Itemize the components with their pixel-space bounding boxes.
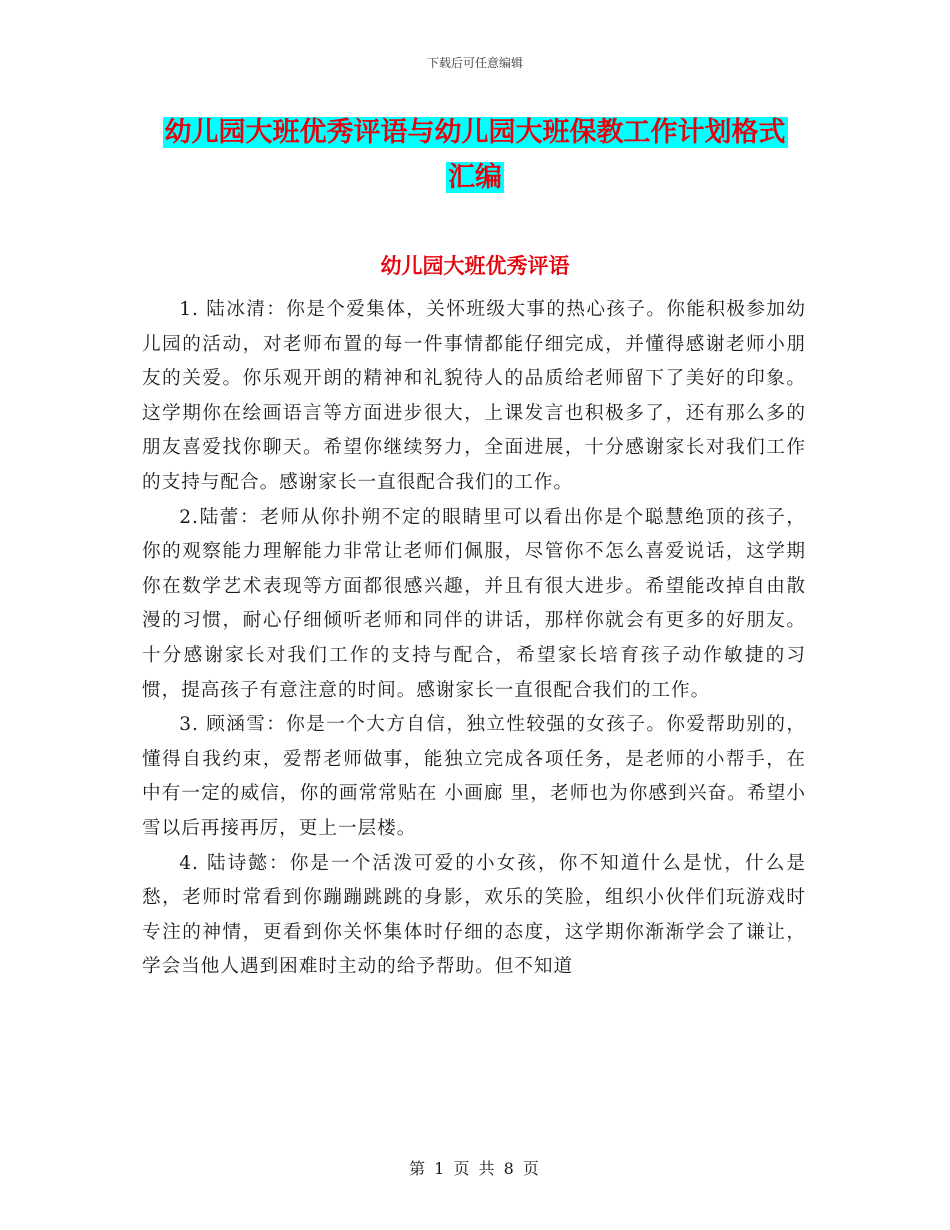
- title-highlight-2: 汇编: [448, 162, 502, 193]
- document-title-line-1: [0, 110, 950, 149]
- title-highlight-1: 幼儿园大班优秀评语与幼儿园大班保教工作计划格式: [164, 117, 786, 148]
- document-body: [142, 293, 806, 985]
- section-title: 幼儿园大班优秀评语: [380, 254, 570, 278]
- header-note: 下载后可任意编辑: [426, 56, 523, 70]
- comment-paragraph-3: 3. 顾涵雪：你是一个大方自信，独立性较强的女孩子。你爱帮助别的，懂得自我约束，爱帮老师做事，能独立完成各项任务，是老师的小帮手，在中有一定的威信，你的画常常贴在 小画廊 里，老师也为你感到兴奋。希望小雪以后再接再厉，更上一层楼。: [142, 714, 806, 839]
- comment-paragraph-4: 4. 陆诗懿：你是一个活泼可爱的小女孩，你不知道什么是忧，什么是愁，老师时常看到你蹦蹦跳跳的身影，欢乐的笑脸，组织小伙伴们玩游戏时专注的神情，更看到你关怀集体时仔细的态度，这学期你渐渐学会了谦让，学会当他人遇到困难时主动的给予帮助。但不知道: [142, 852, 806, 978]
- page-footer: 第 1 页 共 8 页: [409, 1159, 541, 1178]
- comment-paragraph-2: 2.陆蕾：老师从你扑朔不定的眼睛里可以看出你是个聪慧绝顶的孩子，你的观察能力理解能力非常让老师们佩服，尽管你不怎么喜爱说话，这学期你在数学艺术表现等方面都很感兴趣，并且有很大进步。希望能改掉自由散漫的习惯，耐心仔细倾听老师和同伴的讲话，那样你就会有更多的好朋友。十分感谢家长对我们工作的支持与配合，希望家长培育孩子动作敏捷的习惯，提高孩子有意注意的时间。感谢家长一直很配合我们的工作。: [142, 506, 806, 701]
- comment-paragraph-1: 1. 陆冰清：你是个爱集体，关怀班级大事的热心孩子。你能积极参加幼儿园的活动，对老师布置的每一件事情都能仔细完成，并懂得感谢老师小朋友的关爱。你乐观开朗的精神和礼貌待人的品质给老师留下了美好的印象。这学期你在绘画语言等方面进步很大，上课发言也积极多了，还有那么多的朋友喜爱找你聊天。希望你继续努力，全面进展，十分感谢家长对我们工作的支持与配合。感谢家长一直很配合我们的工作。: [142, 299, 806, 493]
- document-title-line-2: [0, 155, 950, 194]
